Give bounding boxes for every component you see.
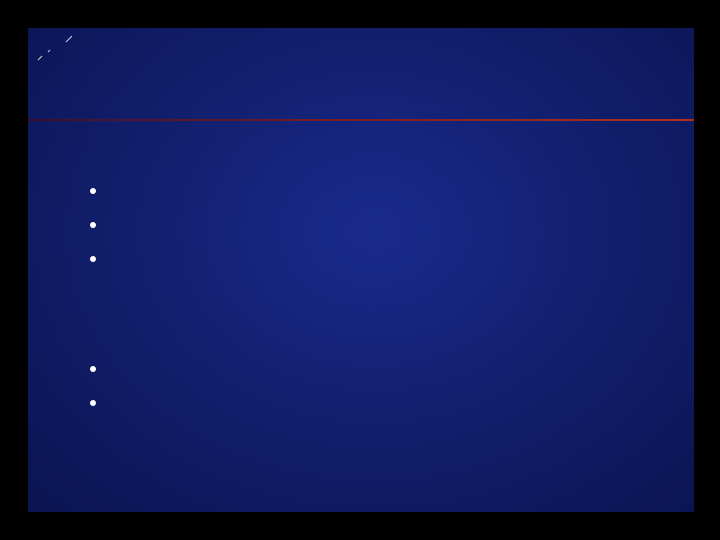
title-divider	[28, 119, 694, 121]
bullet-icon	[90, 400, 96, 406]
sparkle-decoration	[36, 34, 76, 64]
bullet-icon	[90, 188, 96, 194]
slide-background	[28, 28, 694, 512]
list-item	[90, 174, 116, 208]
objectif-list	[90, 174, 116, 276]
bullet-icon	[90, 222, 96, 228]
list-item	[90, 242, 116, 276]
list-item	[90, 352, 116, 386]
list-item	[90, 386, 116, 420]
bullet-icon	[90, 366, 96, 372]
bullet-icon	[90, 256, 96, 262]
principe-list	[90, 352, 116, 420]
list-item	[90, 208, 116, 242]
